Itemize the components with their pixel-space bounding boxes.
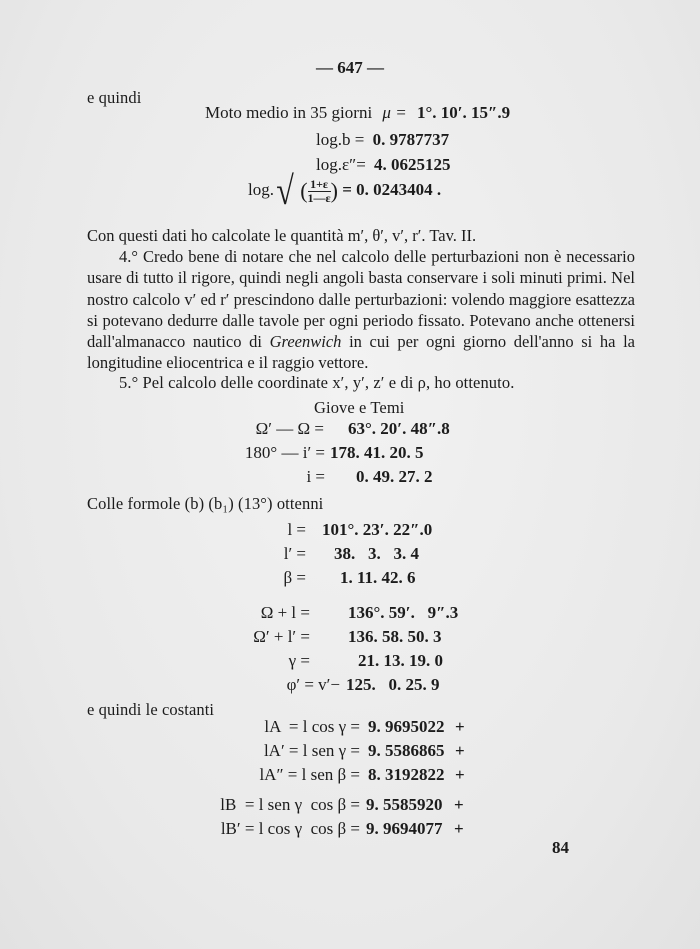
moto-medio-line	[205, 103, 510, 123]
log-sqrt-line: log.√ ( $\frac{1+\varepsilon}{1—\varepsilon}$ ) = 0. 0243404 .	[248, 168, 442, 213]
colle-formole-text: Colle formole (b) (b₁) (13°) ottenni	[87, 494, 324, 513]
fraction: $\frac{1+\varepsilon}{1—\varepsilon}$	[307, 176, 331, 205]
log-eps-label: log.ε″=	[316, 155, 366, 174]
log-eps-value: 4. 0625125	[374, 155, 451, 174]
log-b-label: log.b =	[316, 130, 365, 149]
costanti-intro-text: e quindi le costanti	[87, 700, 215, 719]
document-page: — 647 — e quindi Moto medio in 35 giorni μ = 1°. 10′. 15″.9 log.b = 0. 9787737 log.ε″= 4. 0625125 log.√ ( $\frac{1+\varepsilon}{1—\varepsilon}$ ) = 0. 0243404 . Con questi dati ho calcolate le quantità m′, θ′, v′, r′. Tav. II. 4.° Credo bene di notare che nel calcolo delle perturbazioni non è necessario usare di tutto il rigore, quindi negli angoli basta conservare i soli minuti primi. Nel nostro calcolo v′ ed r′ prescindono dalle perturbazioni: volendo maggiore esattezza si potevano dedurre dalle tavole per ogni periodo fissato. Potevano anche ottenersi dall'almanacco nautico di Greenwich in cui per ogni giorno dell'anno si ha la longitudine eliocentrica e il raggio vettore. 5.° Pel calcolo delle coordinate x′, y′, z′ e di ρ, ho ottenuto. Giove e Temi Ω′ — Ω = 63°. 20′. 48″.8 180° — i′ = 178. 41. 20. 5 i = 0. 49. 27. 2 Colle formole (b) (b₁) (13°) ottenni l = 101°. 23′. 22″.0 l′ = 38. 3. 3. 4 β = 1. 11. 42. 6 Ω + l = 136°. 59′. 9″.3 Ω′ + l′ = 136. 58. 50. 3 γ = 21. 13. 19. 0 φ′ = v′− 125. 0. 25. 9 e quindi le costanti lA = l cos γ = 9. 9695022 + lA′ = l sen γ = 9. 5586865 + lA″ = l sen β = 8. 3192822 + lB = l sen γ cos β = 9. 5585920 + lB′ = l cos γ cos β = 9. 9694077 + 84	[0, 0, 700, 949]
log-b-value: 0. 9787737	[372, 130, 450, 149]
moto-medio-label: Moto medio in 35 giorni	[205, 103, 373, 122]
e-quindi-text: e quindi	[87, 88, 142, 107]
log-sqrt-label: log.	[248, 179, 274, 199]
giove-temi-title: Giove e Temi	[314, 398, 405, 417]
log-b-line	[316, 130, 449, 150]
greenwich-italic: Greenwich	[269, 332, 342, 352]
mu-symbol: μ =	[382, 103, 407, 122]
log-eps-line	[316, 155, 451, 175]
signature-mark: 84	[552, 838, 569, 857]
square-root-icon: √	[276, 168, 294, 213]
paragraph-4: 4.° Credo bene di notare che nel calcolo delle perturbazioni non è necessario usare di tutto il rigore, quindi negli angoli basta conservare i soli minuti primi. Nel nostro calcolo v′ ed r′ prescindono dalle perturbazioni: volendo maggiore esattezza si potevano dedurre dalle tavole per ogni periodo fissato. Potevano anche ottenersi dall'almanacco nautico di Greenwich in cui per ogni giorno dell'anno si ha la longitudine eliocentrica e il raggio vettore.	[87, 247, 636, 373]
page-number-header: — 647 —	[316, 58, 384, 77]
log-sqrt-value: = 0. 0243404 .	[342, 179, 442, 199]
moto-medio-value: 1°. 10′. 15″.9	[416, 103, 511, 122]
paragraph-con-questi: Con questi dati ho calcolate le quantità m′, θ′, v′, r′. Tav. II.	[87, 226, 477, 245]
paragraph-5: 5.° Pel calcolo delle coordinate x′, y′, z′ e di ρ, ho ottenuto.	[119, 373, 515, 392]
